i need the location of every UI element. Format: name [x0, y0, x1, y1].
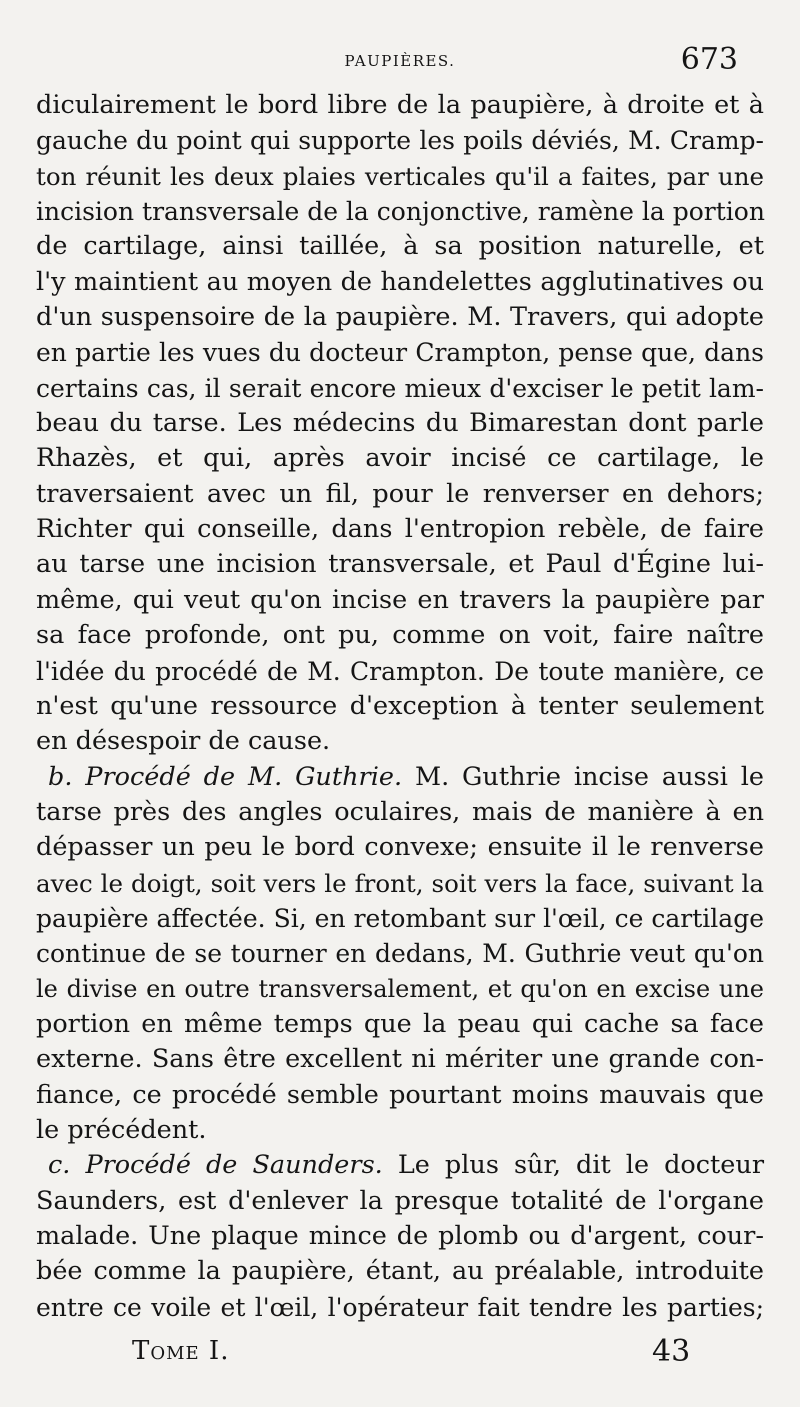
text-line: n'est qu'une ressource d'exception à tenter seulement [36, 690, 764, 721]
running-title: PAUPIÈRES. [344, 52, 456, 70]
text-line: l'y maintient au moyen de handelettes agglutinatives ou [36, 266, 764, 297]
text-line: portion en même temps que la peau qui cache sa face [36, 1008, 764, 1039]
text-line: gauche du point qui supporte les poils déviés, M. Cramp- [36, 126, 764, 156]
page-footer [0, 1336, 800, 1376]
text-line: en partie les vues du docteur Crampton, pense que, dans [36, 338, 764, 368]
text-line: ton réunit les deux plaies verticales qu'il a faites, par une [36, 161, 764, 191]
text-line: entre ce voile et l'œil, l'opérateur fait tendre les parties; [36, 1292, 764, 1322]
text-line: même, qui veut qu'on incise en travers la paupière par [36, 584, 764, 615]
page-number: 673 [680, 42, 738, 77]
text-line: Richter qui conseille, dans l'entropion rebèle, de faire [36, 514, 764, 545]
text-line: au tarse une incision transversale, et Paul d'Égine lui- [36, 549, 764, 580]
body-text [36, 88, 764, 1325]
text-line: incision transversale de la conjonctive, ramène la portion [36, 197, 765, 227]
text-line: l'idée du procédé de M. Crampton. De toute manière, ce [36, 656, 764, 686]
text-line: avec le doigt, soit vers le front, soit vers la face, suivant la [36, 868, 764, 898]
text-line: d'un suspensoire de la paupière. M. Travers, qui adopte [36, 302, 764, 333]
text-line: malade. Une plaque mince de plomb ou d'argent, cour- [36, 1221, 764, 1251]
text-line: tarse près des angles oculaires, mais de manière à en [36, 796, 764, 827]
text-line: sa face profonde, ont pu, comme on voit, faire naître [36, 620, 764, 651]
text-line: le précédent. [36, 1114, 207, 1145]
text-line: c. Procédé de Saunders. Le plus sûr, dit le docteur [48, 1150, 765, 1181]
text-line: le divise en outre transversalement, et qu'on en excise une [36, 974, 764, 1003]
text-line: Rhazès, et qui, après avoir incisé ce cartilage, le [36, 443, 764, 474]
text-line: fiance, ce procédé semble pourtant moins mauvais que [36, 1079, 764, 1110]
text-line: diculairement le bord libre de la paupière, à droite et à [36, 90, 764, 120]
text-line: bée comme la paupière, étant, au préalable, introduite [36, 1256, 764, 1287]
text-line: traversaient avec un fil, pour le renverser en dehors; [36, 478, 764, 509]
text-line: paupière affectée. Si, en retombant sur l'œil, ce cartilage [36, 903, 764, 933]
text-line: continue de se tourner en dedans, M. Guthrie veut qu'on [36, 939, 764, 969]
text-line: b. Procédé de M. Guthrie. M. Guthrie incise aussi le [48, 761, 764, 792]
text-line: de cartilage, ainsi taillée, à sa position naturelle, et [36, 231, 764, 262]
text-line: Saunders, est d'enlever la presque totalité de l'organe [36, 1185, 764, 1216]
text-line: certains cas, il serait encore mieux d'exciser le petit lam- [36, 373, 764, 403]
text-line: dépasser un peu le bord convexe; ensuite il le renverse [36, 832, 764, 863]
running-head [0, 42, 800, 77]
text-line: beau du tarse. Les médecins du Bimarestan dont parle [36, 408, 764, 439]
sheet-number: 43 [652, 1334, 691, 1369]
volume-signature: Tome I. [132, 1336, 230, 1366]
text-line: externe. Sans être excellent ni mériter une grande con- [36, 1044, 764, 1075]
text-line: en désespoir de cause. [36, 726, 331, 757]
